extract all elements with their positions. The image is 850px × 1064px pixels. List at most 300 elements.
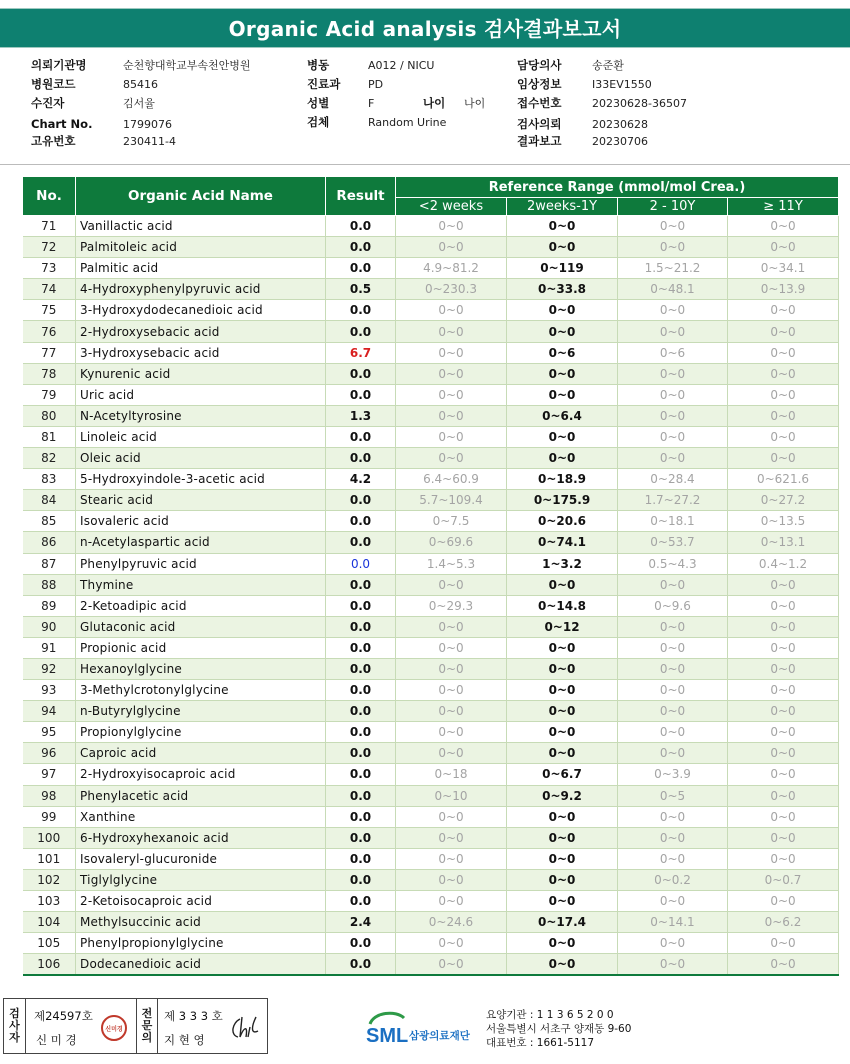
acid-name: 4-Hydroxyphenylpyruvic acid <box>76 279 326 300</box>
ref-2weeks-1y: 0~0 <box>507 701 618 722</box>
ref-2-10y: 0~0 <box>618 237 728 258</box>
ref-under-2-weeks: 0~0 <box>396 954 507 975</box>
row-number: 75 <box>23 300 76 321</box>
acid-name: N-Acetyltyrosine <box>76 405 326 426</box>
ref-under-2-weeks: 0~24.6 <box>396 912 507 933</box>
sml-logo-icon <box>366 1006 481 1050</box>
table-row <box>23 237 839 258</box>
acid-name: 2-Hydroxysebacic acid <box>76 321 326 342</box>
ref-11y-plus: 0~0 <box>728 764 839 785</box>
ref-under-2-weeks: 4.9~81.2 <box>396 258 507 279</box>
ref-2-10y: 0.5~4.3 <box>618 553 728 574</box>
ref-2weeks-1y: 0~0 <box>507 933 618 954</box>
col-header-result: Result <box>326 177 396 216</box>
ref-2-10y: 0~53.7 <box>618 532 728 553</box>
row-number: 105 <box>23 933 76 954</box>
ref-2-10y: 0~5 <box>618 785 728 806</box>
row-number: 78 <box>23 363 76 384</box>
ref-2-10y: 0~0 <box>618 933 728 954</box>
ref-11y-plus: 0~0 <box>728 680 839 701</box>
row-number: 87 <box>23 553 76 574</box>
table-row <box>23 321 839 342</box>
acid-name: Stearic acid <box>76 490 326 511</box>
result-value: 0.0 <box>326 680 396 701</box>
ref-2weeks-1y: 0~6.7 <box>507 764 618 785</box>
row-number: 103 <box>23 891 76 912</box>
ref-11y-plus: 0~0 <box>728 363 839 384</box>
ref-2-10y: 0~18.1 <box>618 511 728 532</box>
ref-11y-plus: 0~0.7 <box>728 869 839 890</box>
col-header-2weeks-1y: 2weeks-1Y <box>507 198 618 216</box>
reviewer-name: 지 현 영 <box>164 1033 205 1047</box>
ref-11y-plus: 0~0 <box>728 616 839 637</box>
logo-text: SML <box>366 1025 409 1047</box>
hospital-code-label: 병원코드 <box>31 77 76 91</box>
table-row <box>23 490 839 511</box>
table-row <box>23 616 839 637</box>
acid-name: Palmitic acid <box>76 258 326 279</box>
dept-label: 진료과 <box>307 77 341 91</box>
ref-11y-plus: 0~0 <box>728 384 839 405</box>
info-divider <box>0 164 850 165</box>
ref-under-2-weeks: 0~0 <box>396 321 507 342</box>
acid-name: 3-Methylcrotonylglycine <box>76 680 326 701</box>
reviewer-label: 전 문 의 <box>136 999 158 1053</box>
ref-2-10y: 1.5~21.2 <box>618 258 728 279</box>
acid-name: Thymine <box>76 574 326 595</box>
acid-name: 5-Hydroxyindole-3-acetic acid <box>76 469 326 490</box>
ref-2weeks-1y: 0~0 <box>507 448 618 469</box>
ref-under-2-weeks: 0~69.6 <box>396 532 507 553</box>
row-number: 79 <box>23 384 76 405</box>
ref-2-10y: 0~0 <box>618 216 728 237</box>
ward-label: 병동 <box>307 58 330 72</box>
ref-2-10y: 0~9.6 <box>618 595 728 616</box>
result-value: 0.0 <box>326 785 396 806</box>
hospital-label: 의뢰기관명 <box>31 58 87 72</box>
tester-license-no: 제24597호 <box>34 1009 93 1023</box>
result-value: 2.4 <box>326 912 396 933</box>
ref-11y-plus: 0~0 <box>728 637 839 658</box>
ref-under-2-weeks: 0~0 <box>396 869 507 890</box>
row-number: 95 <box>23 722 76 743</box>
table-row <box>23 743 839 764</box>
ref-2-10y: 0~0.2 <box>618 869 728 890</box>
acid-name: 2-Hydroxyisocaproic acid <box>76 764 326 785</box>
ref-2weeks-1y: 0~175.9 <box>507 490 618 511</box>
row-number: 85 <box>23 511 76 532</box>
ref-2weeks-1y: 0~0 <box>507 827 618 848</box>
specimen-value: Random Urine <box>368 116 447 129</box>
ref-under-2-weeks: 0~0 <box>396 637 507 658</box>
ref-2-10y: 0~0 <box>618 806 728 827</box>
acid-name: 3-Hydroxysebacic acid <box>76 342 326 363</box>
results-table <box>22 176 839 976</box>
report-footer <box>0 998 850 1064</box>
ref-11y-plus: 0~0 <box>728 405 839 426</box>
row-number: 102 <box>23 869 76 890</box>
acid-name: Isovaleric acid <box>76 511 326 532</box>
table-row <box>23 827 839 848</box>
acid-name: Tiglylglycine <box>76 869 326 890</box>
row-number: 90 <box>23 616 76 637</box>
row-number: 88 <box>23 574 76 595</box>
ref-2weeks-1y: 0~0 <box>507 743 618 764</box>
ref-under-2-weeks: 6.4~60.9 <box>396 469 507 490</box>
table-row <box>23 279 839 300</box>
table-row <box>23 806 839 827</box>
ref-2-10y: 0~0 <box>618 891 728 912</box>
row-number: 98 <box>23 785 76 806</box>
result-value: 0.0 <box>326 363 396 384</box>
ref-2weeks-1y: 0~0 <box>507 954 618 975</box>
ref-11y-plus: 0~6.2 <box>728 912 839 933</box>
col-header-no: No. <box>23 177 76 216</box>
tester-name: 신 미 경 <box>36 1033 77 1047</box>
row-number: 72 <box>23 237 76 258</box>
ref-2weeks-1y: 0~0 <box>507 637 618 658</box>
result-value: 0.0 <box>326 954 396 975</box>
row-number: 92 <box>23 658 76 679</box>
row-number: 77 <box>23 342 76 363</box>
result-value: 0.0 <box>326 764 396 785</box>
ref-2-10y: 0~48.1 <box>618 279 728 300</box>
ref-under-2-weeks: 1.4~5.3 <box>396 553 507 574</box>
ref-2-10y: 0~0 <box>618 321 728 342</box>
ref-2-10y: 0~28.4 <box>618 469 728 490</box>
ref-11y-plus: 0~0 <box>728 216 839 237</box>
result-value: 0.0 <box>326 384 396 405</box>
ref-2-10y: 0~0 <box>618 405 728 426</box>
ref-2weeks-1y: 0~9.2 <box>507 785 618 806</box>
acid-name: Linoleic acid <box>76 426 326 447</box>
ref-under-2-weeks: 5.7~109.4 <box>396 490 507 511</box>
ref-2-10y: 0~0 <box>618 701 728 722</box>
ref-11y-plus: 0~34.1 <box>728 258 839 279</box>
table-row <box>23 448 839 469</box>
table-row <box>23 680 839 701</box>
acid-name: Vanillactic acid <box>76 216 326 237</box>
sex-label: 성별 <box>307 96 330 110</box>
ref-11y-plus: 0~0 <box>728 848 839 869</box>
acid-name: Palmitoleic acid <box>76 237 326 258</box>
ref-2weeks-1y: 0~0 <box>507 891 618 912</box>
ref-11y-plus: 0~0 <box>728 658 839 679</box>
acid-name: Uric acid <box>76 384 326 405</box>
ref-under-2-weeks: 0~0 <box>396 806 507 827</box>
ref-11y-plus: 0.4~1.2 <box>728 553 839 574</box>
col-header-reference-range: Reference Range (mmol/mol Crea.) <box>396 177 839 198</box>
result-value: 1.3 <box>326 405 396 426</box>
ref-11y-plus: 0~0 <box>728 426 839 447</box>
doctor-label: 담당의사 <box>517 58 562 72</box>
result-value: 0.0 <box>326 216 396 237</box>
table-row <box>23 954 839 975</box>
ref-2weeks-1y: 0~0 <box>507 722 618 743</box>
acid-name: Dodecanedioic acid <box>76 954 326 975</box>
col-header-11y-plus: ≥ 11Y <box>728 198 839 216</box>
table-row <box>23 869 839 890</box>
col-header-name: Organic Acid Name <box>76 177 326 216</box>
ref-under-2-weeks: 0~0 <box>396 237 507 258</box>
receipt-label: 접수번호 <box>517 96 562 110</box>
ref-under-2-weeks: 0~0 <box>396 743 507 764</box>
tester-label: 검 사 자 <box>4 999 26 1053</box>
table-row <box>23 701 839 722</box>
row-number: 86 <box>23 532 76 553</box>
ref-11y-plus: 0~13.5 <box>728 511 839 532</box>
result-value: 0.0 <box>326 574 396 595</box>
acid-name: 3-Hydroxydodecanedioic acid <box>76 300 326 321</box>
ref-2-10y: 0~0 <box>618 616 728 637</box>
ref-11y-plus: 0~0 <box>728 342 839 363</box>
ref-under-2-weeks: 0~0 <box>396 342 507 363</box>
table-row <box>23 574 839 595</box>
company-name: 삼광의료재단 <box>409 1030 470 1042</box>
request-date-value: 20230628 <box>592 118 648 131</box>
row-number: 82 <box>23 448 76 469</box>
result-value: 0.0 <box>326 258 396 279</box>
ref-2weeks-1y: 0~0 <box>507 384 618 405</box>
ref-under-2-weeks: 0~0 <box>396 891 507 912</box>
institution-code: 요양기관 : 1 1 3 6 5 2 0 0 <box>486 1009 614 1021</box>
row-number: 80 <box>23 405 76 426</box>
result-value: 0.0 <box>326 933 396 954</box>
ref-2weeks-1y: 0~33.8 <box>507 279 618 300</box>
ref-under-2-weeks: 0~18 <box>396 764 507 785</box>
table-row <box>23 912 839 933</box>
acid-name: 6-Hydroxyhexanoic acid <box>76 827 326 848</box>
ref-11y-plus: 0~0 <box>728 595 839 616</box>
ref-under-2-weeks: 0~10 <box>396 785 507 806</box>
ref-11y-plus: 0~0 <box>728 448 839 469</box>
ref-2-10y: 0~6 <box>618 342 728 363</box>
table-row <box>23 300 839 321</box>
ref-2-10y: 0~0 <box>618 743 728 764</box>
ref-under-2-weeks: 0~0 <box>396 658 507 679</box>
ref-2weeks-1y: 0~17.4 <box>507 912 618 933</box>
report-title: Organic Acid analysis 검사결과보고서 <box>0 8 850 48</box>
acid-name: n-Acetylaspartic acid <box>76 532 326 553</box>
ref-2weeks-1y: 0~0 <box>507 426 618 447</box>
ref-2weeks-1y: 0~20.6 <box>507 511 618 532</box>
ref-under-2-weeks: 0~7.5 <box>396 511 507 532</box>
ref-under-2-weeks: 0~0 <box>396 426 507 447</box>
acid-name: Xanthine <box>76 806 326 827</box>
ref-2weeks-1y: 0~0 <box>507 574 618 595</box>
sex-value: F <box>368 97 375 110</box>
clinical-info-label: 임상정보 <box>517 77 562 91</box>
row-number: 106 <box>23 954 76 975</box>
ref-11y-plus: 0~0 <box>728 785 839 806</box>
ref-2-10y: 0~0 <box>618 637 728 658</box>
table-row <box>23 658 839 679</box>
tester-seal-stamp: 신미경 <box>101 1015 127 1041</box>
table-row <box>23 426 839 447</box>
ref-under-2-weeks: 0~0 <box>396 574 507 595</box>
ref-2weeks-1y: 0~0 <box>507 658 618 679</box>
report-date-value: 20230706 <box>592 135 648 148</box>
result-value: 0.5 <box>326 279 396 300</box>
result-value: 0.0 <box>326 237 396 258</box>
table-row <box>23 785 839 806</box>
ref-2-10y: 0~0 <box>618 363 728 384</box>
ref-under-2-weeks: 0~0 <box>396 216 507 237</box>
ref-11y-plus: 0~0 <box>728 574 839 595</box>
table-row <box>23 848 839 869</box>
ref-11y-plus: 0~0 <box>728 743 839 764</box>
ref-2weeks-1y: 0~0 <box>507 216 618 237</box>
ref-2-10y: 0~0 <box>618 827 728 848</box>
result-value: 0.0 <box>326 806 396 827</box>
ref-under-2-weeks: 0~0 <box>396 933 507 954</box>
ref-2-10y: 0~14.1 <box>618 912 728 933</box>
ref-under-2-weeks: 0~0 <box>396 363 507 384</box>
chart-no-value: 1799076 <box>123 118 172 131</box>
age-label: 나이 <box>423 96 446 110</box>
ref-2-10y: 0~0 <box>618 384 728 405</box>
ref-2-10y: 0~0 <box>618 300 728 321</box>
ref-2weeks-1y: 0~0 <box>507 321 618 342</box>
result-value: 0.0 <box>326 490 396 511</box>
ref-2weeks-1y: 0~12 <box>507 616 618 637</box>
ref-under-2-weeks: 0~0 <box>396 616 507 637</box>
row-number: 73 <box>23 258 76 279</box>
ref-2-10y: 0~0 <box>618 722 728 743</box>
chart-no-label: Chart No. <box>31 117 93 131</box>
row-number: 100 <box>23 827 76 848</box>
ref-2weeks-1y: 0~119 <box>507 258 618 279</box>
ref-11y-plus: 0~0 <box>728 237 839 258</box>
ref-2-10y: 1.7~27.2 <box>618 490 728 511</box>
ref-under-2-weeks: 0~0 <box>396 701 507 722</box>
result-value: 0.0 <box>326 616 396 637</box>
table-row <box>23 342 839 363</box>
ref-under-2-weeks: 0~0 <box>396 680 507 701</box>
hospital-code-value: 85416 <box>123 78 158 91</box>
result-value: 4.2 <box>326 469 396 490</box>
table-row <box>23 405 839 426</box>
acid-name: Phenylacetic acid <box>76 785 326 806</box>
result-value: 0.0 <box>326 426 396 447</box>
dept-value: PD <box>368 78 384 91</box>
ref-2weeks-1y: 0~6.4 <box>507 405 618 426</box>
ref-11y-plus: 0~0 <box>728 954 839 975</box>
acid-name: 2-Ketoadipic acid <box>76 595 326 616</box>
hospital-value: 순천향대학교부속천안병원 <box>123 59 251 72</box>
row-number: 93 <box>23 680 76 701</box>
acid-name: Caproic acid <box>76 743 326 764</box>
ref-under-2-weeks: 0~0 <box>396 405 507 426</box>
ref-under-2-weeks: 0~0 <box>396 722 507 743</box>
ref-2-10y: 0~0 <box>618 848 728 869</box>
clinical-info-value: I33EV1550 <box>592 78 652 91</box>
sml-logo <box>366 1006 481 1050</box>
ref-under-2-weeks: 0~0 <box>396 848 507 869</box>
acid-name: Kynurenic acid <box>76 363 326 384</box>
request-date-label: 검사의뢰 <box>517 117 562 131</box>
row-number: 101 <box>23 848 76 869</box>
row-number: 81 <box>23 426 76 447</box>
unique-no-value: 230411-4 <box>123 135 176 148</box>
receipt-value: 20230628-36507 <box>592 97 687 110</box>
row-number: 89 <box>23 595 76 616</box>
ref-2weeks-1y: 1~3.2 <box>507 553 618 574</box>
patient-value: 김서율 <box>123 97 155 110</box>
ref-11y-plus: 0~0 <box>728 722 839 743</box>
table-row <box>23 595 839 616</box>
table-row <box>23 258 839 279</box>
result-value: 0.0 <box>326 637 396 658</box>
table-row <box>23 637 839 658</box>
result-value: 0.0 <box>326 448 396 469</box>
acid-name: Propionylglycine <box>76 722 326 743</box>
ref-11y-plus: 0~27.2 <box>728 490 839 511</box>
row-number: 91 <box>23 637 76 658</box>
acid-name: Methylsuccinic acid <box>76 912 326 933</box>
ref-11y-plus: 0~621.6 <box>728 469 839 490</box>
ref-2weeks-1y: 0~6 <box>507 342 618 363</box>
ref-11y-plus: 0~0 <box>728 806 839 827</box>
row-number: 104 <box>23 912 76 933</box>
table-row <box>23 933 839 954</box>
result-value: 0.0 <box>326 891 396 912</box>
row-number: 84 <box>23 490 76 511</box>
ref-11y-plus: 0~0 <box>728 827 839 848</box>
acid-name: Isovaleryl-glucuronide <box>76 848 326 869</box>
result-value: 0.0 <box>326 827 396 848</box>
ref-2-10y: 0~0 <box>618 448 728 469</box>
ref-under-2-weeks: 0~29.3 <box>396 595 507 616</box>
result-value: 0.0 <box>326 511 396 532</box>
ref-2-10y: 0~0 <box>618 426 728 447</box>
ref-under-2-weeks: 0~0 <box>396 448 507 469</box>
result-value: 0.0 <box>326 701 396 722</box>
ward-value: A012 / NICU <box>368 59 435 72</box>
table-row <box>23 363 839 384</box>
ref-2weeks-1y: 0~18.9 <box>507 469 618 490</box>
ref-2-10y: 0~0 <box>618 680 728 701</box>
result-value: 0.0 <box>326 743 396 764</box>
result-value: 0.0 <box>326 532 396 553</box>
ref-2-10y: 0~0 <box>618 954 728 975</box>
doctor-value: 송준환 <box>592 59 624 72</box>
age-value: 나이 <box>464 97 486 110</box>
specimen-label: 검체 <box>307 115 330 129</box>
table-row <box>23 384 839 405</box>
reviewer-license-no: 제 3 3 3 호 <box>164 1009 223 1023</box>
row-number: 97 <box>23 764 76 785</box>
patient-label: 수진자 <box>31 96 65 110</box>
ref-under-2-weeks: 0~230.3 <box>396 279 507 300</box>
table-row <box>23 891 839 912</box>
acid-name: 2-Ketoisocaproic acid <box>76 891 326 912</box>
ref-2weeks-1y: 0~0 <box>507 869 618 890</box>
row-number: 96 <box>23 743 76 764</box>
ref-2weeks-1y: 0~0 <box>507 300 618 321</box>
row-number: 76 <box>23 321 76 342</box>
result-value: 0.0 <box>326 869 396 890</box>
result-value: 0.0 <box>326 300 396 321</box>
unique-no-label: 고유번호 <box>31 134 76 148</box>
ref-11y-plus: 0~13.1 <box>728 532 839 553</box>
results-body <box>23 216 839 975</box>
ref-2weeks-1y: 0~0 <box>507 680 618 701</box>
result-value: 0.0 <box>326 848 396 869</box>
ref-under-2-weeks: 0~0 <box>396 384 507 405</box>
company-address: 서울특별시 서초구 양재동 9-60 <box>486 1023 632 1035</box>
col-header-under-2-weeks: <2 weeks <box>396 198 507 216</box>
